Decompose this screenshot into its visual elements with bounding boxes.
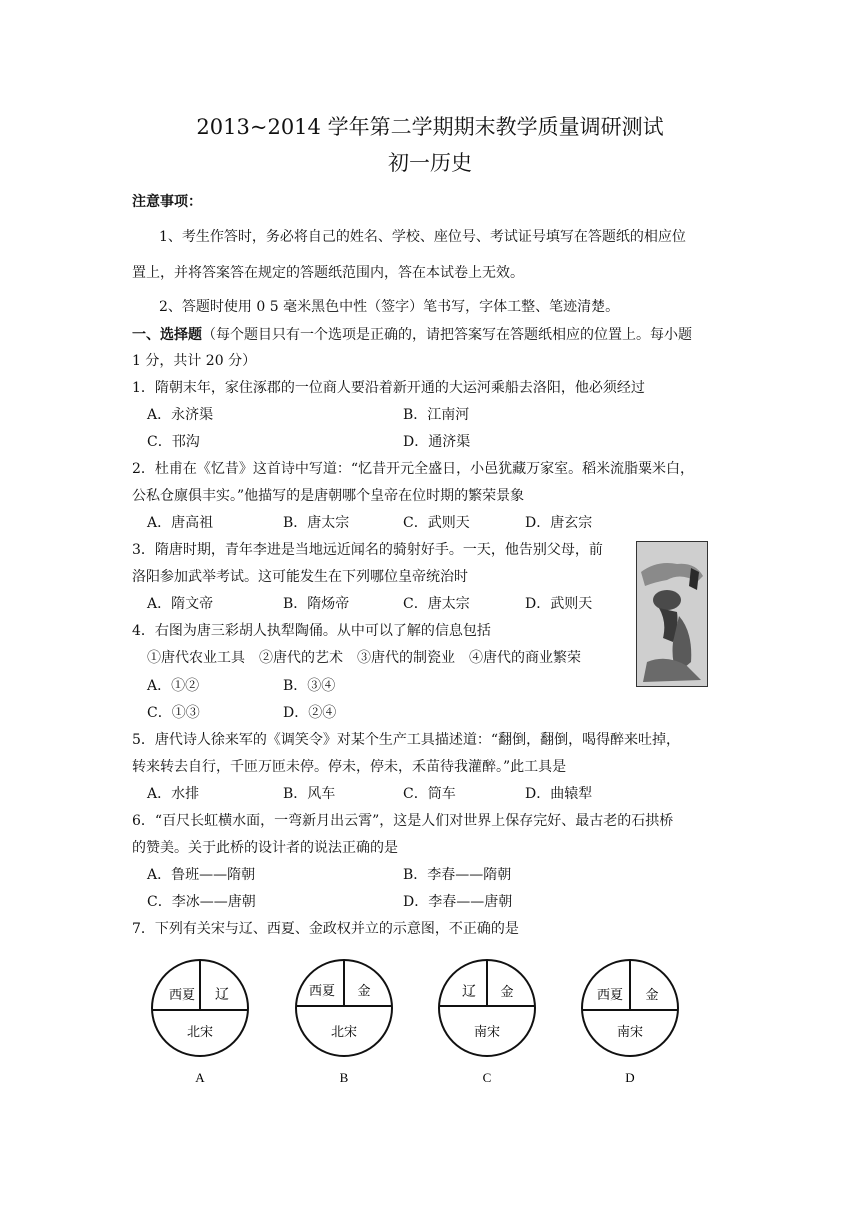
question-6-option-b: B．李春——隋朝	[403, 867, 512, 883]
question-5-stem-line-2: 转来转去自行，千匝万匝未停。停未，停未，禾苗待我灌醉。”此工具是	[132, 759, 567, 775]
section-1-heading: 一、选择题	[132, 327, 202, 343]
question-4-option-c: C．①③	[147, 705, 200, 721]
tang-sancai-figurine-image	[636, 541, 708, 687]
question-1-option-c: C．邗沟	[147, 434, 200, 450]
diagram-c-top-left: 辽	[462, 984, 476, 1000]
question-5-option-b: B．风车	[283, 786, 336, 802]
question-1-option-d: D．通济渠	[403, 434, 471, 450]
question-1-stem: 1．隋朝末年，家住涿郡的一位商人要沿着新开通的大运河乘船去洛阳，他必须经过	[132, 380, 645, 396]
question-4-option-b: B．③④	[283, 678, 336, 694]
figurine-illustration	[637, 542, 707, 686]
diagram-c-label: C	[482, 1070, 492, 1085]
question-2-stem-line-1: 2．杜甫在《忆昔》这首诗中写道：“忆昔开元全盛日，小邑犹藏万家室。稻米流脂粟米白，	[132, 461, 695, 477]
question-2-option-d: D．唐玄宗	[525, 515, 593, 531]
notice-item-1-line-2: 置上，并将答案答在规定的答题纸范围内，答在本试卷上无效。	[132, 265, 524, 281]
question-3-stem-line-1: 3．隋唐时期，青年李进是当地远近闻名的骑射好手。一天，他告别父母，前	[132, 542, 603, 558]
diagram-a-label: A	[195, 1070, 205, 1085]
question-4-option-d: D．②④	[283, 705, 337, 721]
diagram-c-bottom: 南宋	[473, 1025, 501, 1040]
diagram-d-top-left: 西夏	[596, 988, 624, 1003]
notice-heading: 注意事项：	[132, 194, 202, 210]
question-2-option-b: B．唐太宗	[283, 515, 350, 531]
notice-item-1-line-1: 1、考生作答时，务必将自己的姓名、学校、座位号、考试证号填写在答题纸的相应位	[159, 229, 686, 245]
notice-item-2: 2、答题时使用 0 5 毫米黑色中性（签字）笔书写，字体工整、笔迹清楚。	[159, 299, 620, 315]
exam-title: 2013~2014 学年第二学期期末教学质量调研测试	[196, 115, 664, 139]
question-2-option-a: A．唐高祖	[147, 515, 214, 531]
diagram-b-label: B	[339, 1070, 349, 1085]
question-3-option-d: D．武则天	[525, 596, 593, 612]
diagram-a	[150, 958, 250, 1088]
section-1-desc-line-2: 1 分，共计 20 分）	[132, 353, 257, 369]
question-3-option-b: B．隋炀帝	[283, 596, 350, 612]
question-3-stem-line-2: 洛阳参加武举考试。这可能发生在下列哪位皇帝统治时	[132, 569, 468, 585]
question-4-stem: 4．右图为唐三彩胡人执犁陶俑。从中可以了解的信息包括	[132, 623, 491, 639]
question-7-stem: 7．下列有关宋与辽、西夏、金政权并立的示意图，不正确的是	[132, 921, 519, 937]
question-1-option-a: A．永济渠	[147, 407, 214, 423]
question-2-stem-line-2: 公私仓廪俱丰实。”他描写的是唐朝哪个皇帝在位时期的繁荣景象	[132, 488, 525, 504]
diagram-d	[580, 958, 680, 1088]
question-3-option-a: A．隋文帝	[147, 596, 214, 612]
question-6-stem-line-2: 的赞美。关于此桥的设计者的说法正确的是	[132, 840, 398, 856]
diagram-b-top-right: 金	[357, 984, 371, 999]
diagram-a-bottom: 北宋	[186, 1025, 214, 1040]
diagram-d-top-right: 金	[645, 988, 659, 1003]
diagram-c-top-right: 金	[500, 985, 514, 1000]
section-1-desc-line-1: （每个题目只有一个选项是正确的，请把答案写在答题纸相应的位置上。每小题	[202, 327, 692, 343]
question-6-option-d: D．李春——唐朝	[403, 894, 513, 910]
exam-subject: 初一历史	[388, 151, 472, 175]
diagram-b-top-left: 西夏	[308, 984, 336, 999]
diagram-b-bottom: 北宋	[330, 1025, 358, 1040]
question-1-option-b: B．江南河	[403, 407, 470, 423]
diagram-a-top-right: 辽	[215, 987, 229, 1003]
question-4-items: ①唐代农业工具 ②唐代的艺术 ③唐代的制瓷业 ④唐代的商业繁荣	[147, 650, 581, 666]
diagram-d-bottom: 南宋	[616, 1025, 644, 1040]
question-6-option-c: C．李冰——唐朝	[147, 894, 256, 910]
question-6-option-a: A．鲁班——隋朝	[147, 867, 256, 883]
question-3-option-c: C．唐太宗	[403, 596, 470, 612]
question-6-stem-line-1: 6．“百尺长虹横水面，一弯新月出云霄”，这是人们对世界上保存完好、最古老的石拱桥	[132, 813, 674, 829]
question-2-option-c: C．武则天	[403, 515, 470, 531]
section-1-header	[132, 326, 692, 344]
question-5-option-d: D．曲辕犁	[525, 786, 593, 802]
diagram-a-top-left: 西夏	[168, 988, 196, 1003]
diagram-c	[437, 958, 537, 1088]
diagram-d-label: D	[625, 1070, 635, 1085]
diagram-b	[294, 958, 394, 1088]
question-5-option-a: A．水排	[147, 786, 200, 802]
question-5-stem-line-1: 5．唐代诗人徐来军的《调笑令》对某个生产工具描述道：“翻倒，翻倒，喝得醉来吐掉，	[132, 732, 681, 748]
question-5-option-c: C．筒车	[403, 786, 456, 802]
question-4-option-a: A．①②	[147, 678, 200, 694]
